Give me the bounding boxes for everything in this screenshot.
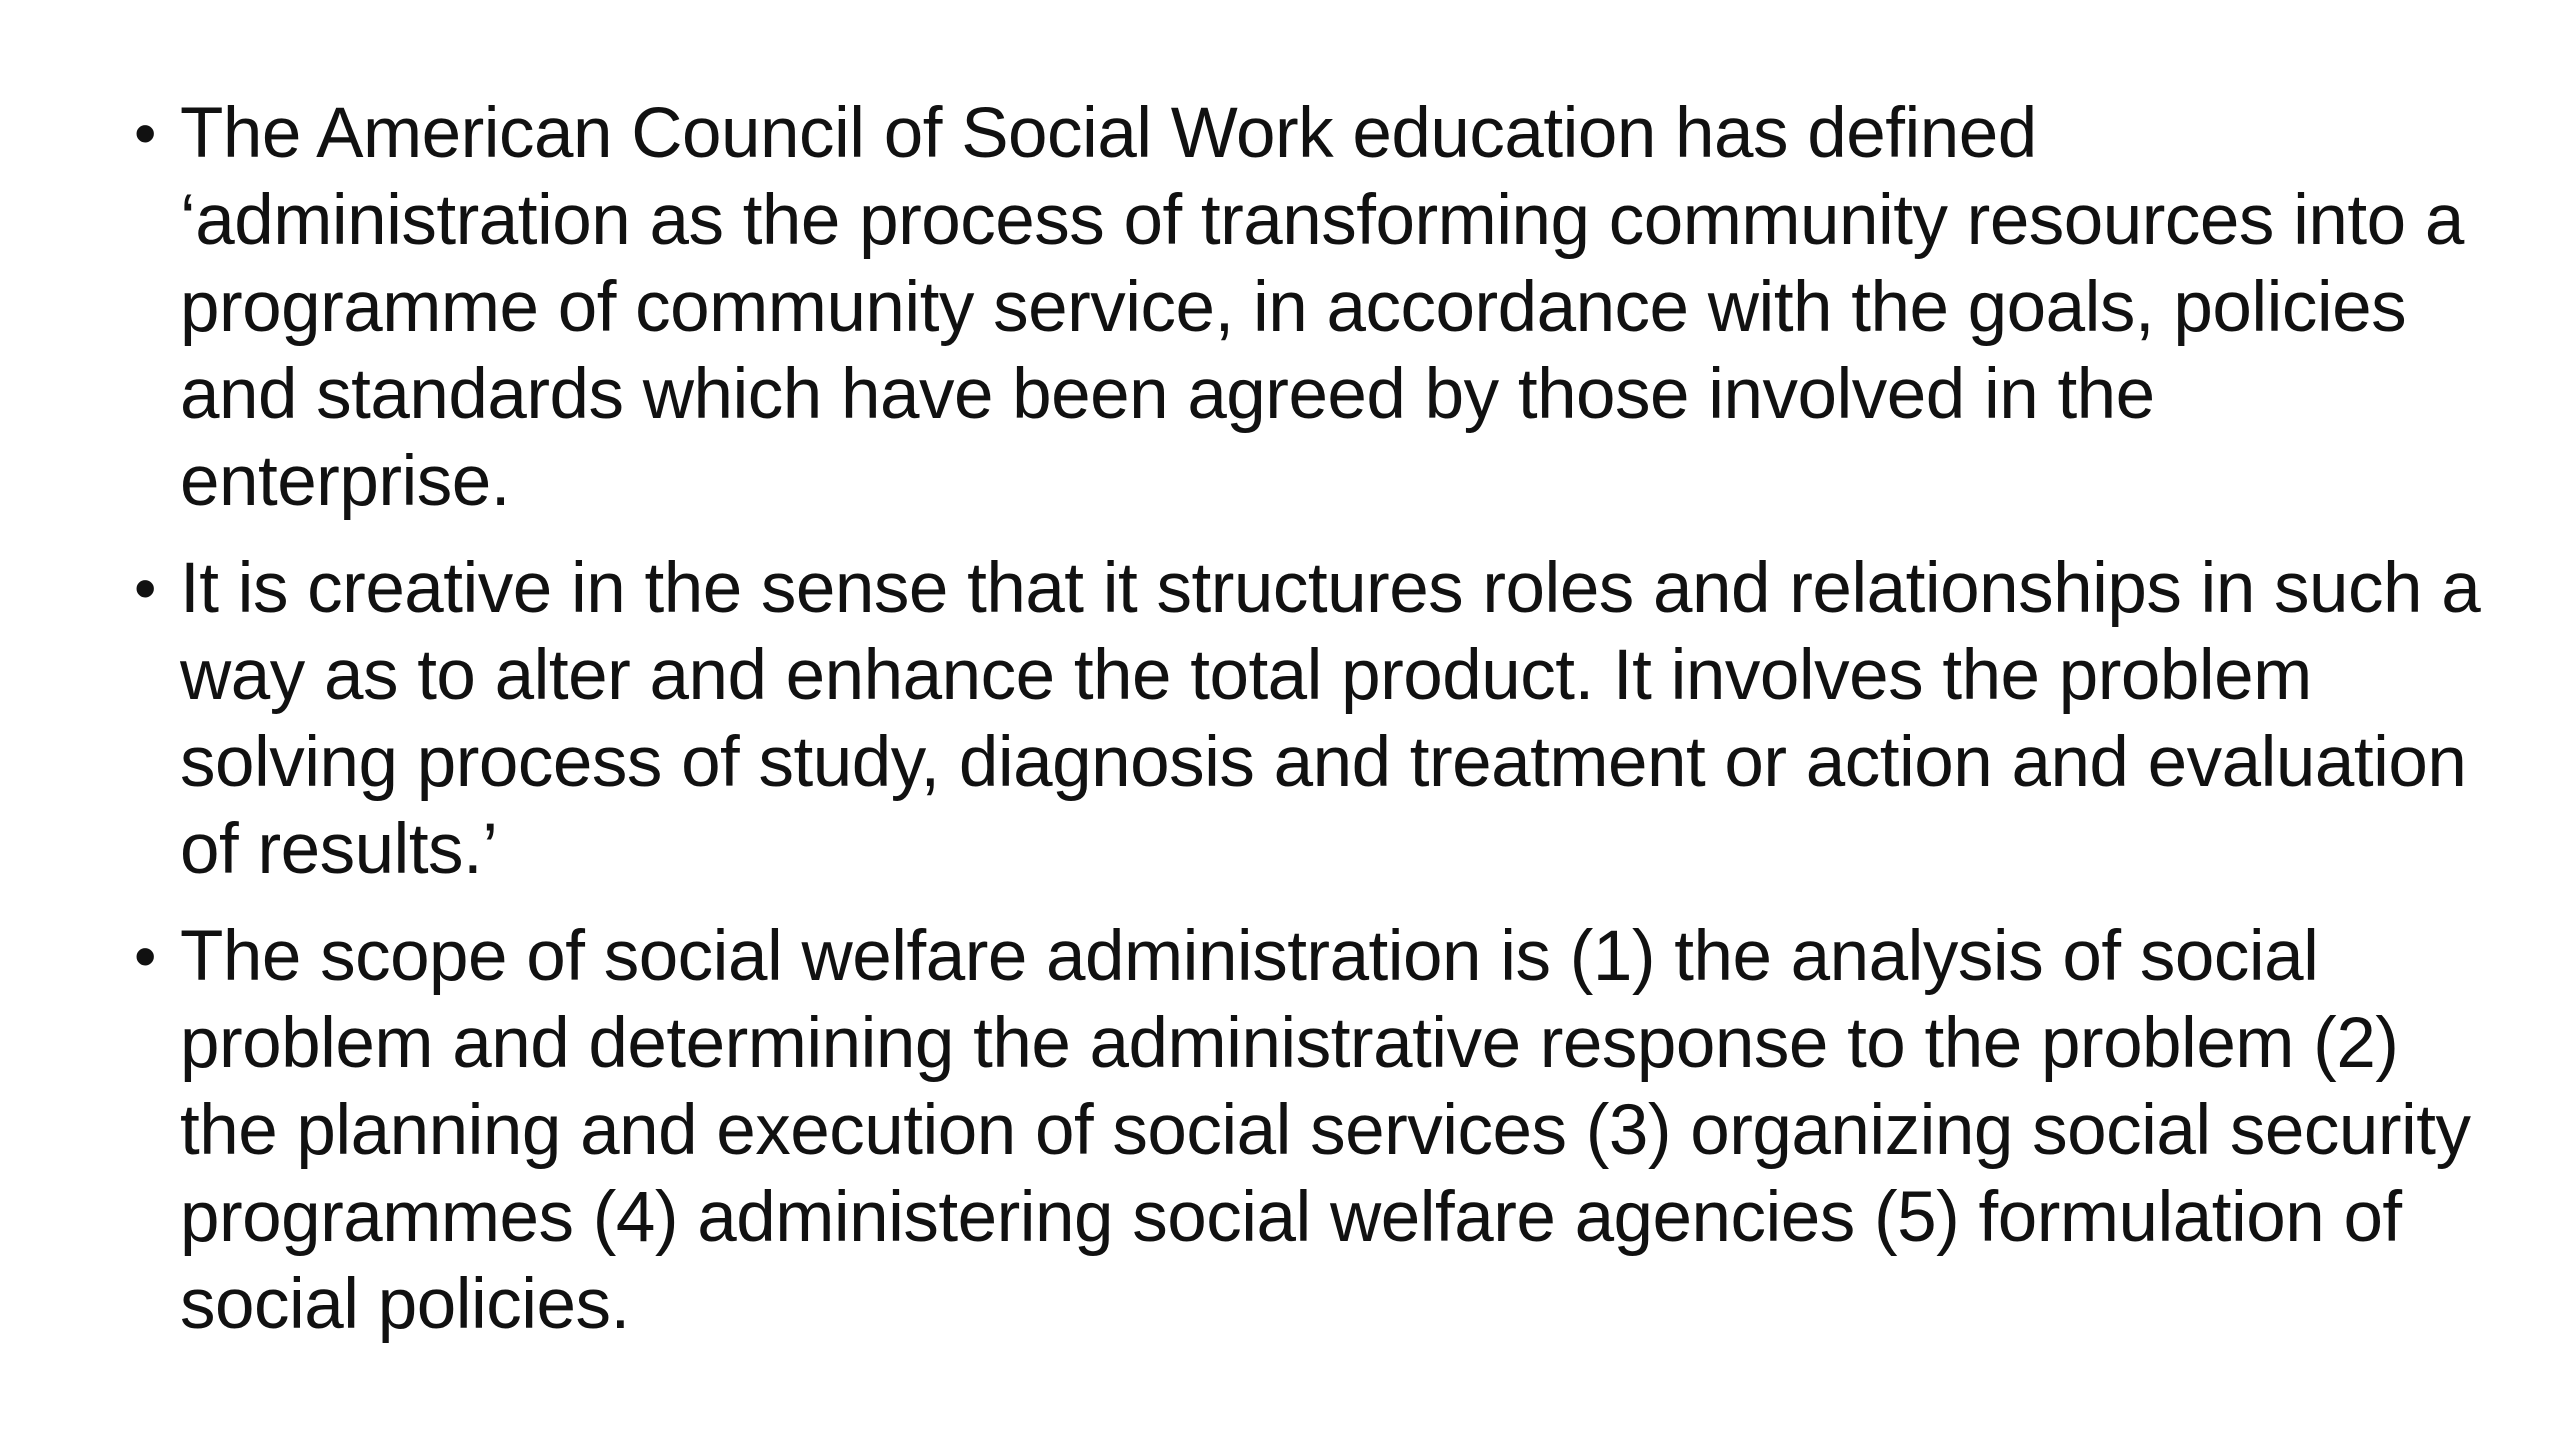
bullet-item-scope bbox=[120, 913, 2500, 1348]
bullet-text: The scope of social welfare administration is (1) the analysis of social problem and determining the administrative response to the problem (2) the planning and execution of social services (3) organizing social security programmes (4) administering social welfare agencies (5) formulation of social policies. bbox=[180, 917, 2471, 1344]
bullet-icon: • bbox=[134, 97, 156, 169]
bullet-list bbox=[120, 90, 2500, 1368]
bullet-text: The American Council of Social Work education has defined ‘administration as the process of transforming community resources into a programme of community service, in accordance with the goals, policies and standards which have been agreed by those involved in the enterprise. bbox=[180, 94, 2464, 521]
bullet-text: It is creative in the sense that it structures roles and relationships in such a way as to alter and enhance the total product. It involves the problem solving process of study, diagnosis and treatment or action and evaluation of results.’ bbox=[180, 549, 2481, 889]
bullet-item-definition bbox=[120, 90, 2500, 525]
bullet-item-creative bbox=[120, 545, 2500, 893]
bullet-icon: • bbox=[134, 920, 156, 992]
bullet-icon: • bbox=[134, 552, 156, 624]
